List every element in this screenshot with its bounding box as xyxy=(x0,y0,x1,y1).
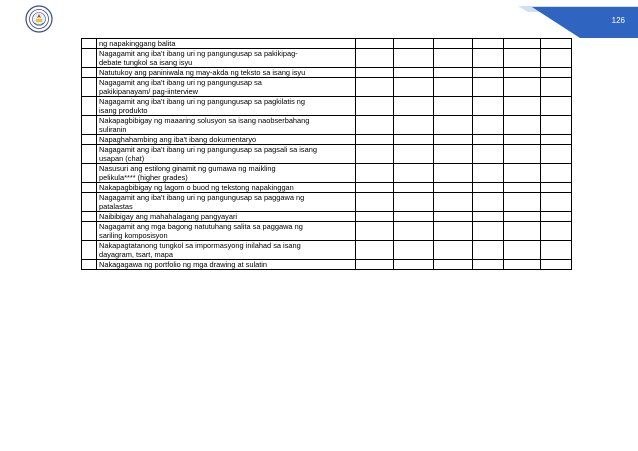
checkbox-cell[interactable] xyxy=(473,39,504,49)
checkbox-cell[interactable] xyxy=(504,68,541,78)
checkbox-cell[interactable] xyxy=(356,78,394,97)
checkbox-cell[interactable] xyxy=(356,241,394,260)
competency-table xyxy=(81,38,572,270)
table-row xyxy=(82,164,572,183)
checkbox-cell[interactable] xyxy=(356,49,394,68)
competency-text: Nagagamit ang iba't ibang uri ng pangungusap sa pakikipanayam/ pag-iinterview xyxy=(97,78,356,97)
row-number-cell xyxy=(82,39,97,49)
checkbox-cell[interactable] xyxy=(473,135,504,145)
checkbox-cell[interactable] xyxy=(356,97,394,116)
checkbox-cell[interactable] xyxy=(356,260,394,270)
checkbox-cell[interactable] xyxy=(473,183,504,193)
checkbox-cell[interactable] xyxy=(504,39,541,49)
checkbox-cell[interactable] xyxy=(434,241,473,260)
table-row xyxy=(82,260,572,270)
checkbox-cell[interactable] xyxy=(504,222,541,241)
table-row xyxy=(82,116,572,135)
checkbox-cell[interactable] xyxy=(541,78,572,97)
checkbox-cell[interactable] xyxy=(473,116,504,135)
checkbox-cell[interactable] xyxy=(504,183,541,193)
checkbox-cell[interactable] xyxy=(434,97,473,116)
row-number-cell xyxy=(82,222,97,241)
competency-text: Nakapagbibigay ng lagom o buod ng tekstong napakinggan xyxy=(97,183,356,193)
competency-text: Nagagamit ang iba't ibang uri ng pangungusap sa pakikipag- debate tungkol sa isang isyu xyxy=(97,49,356,68)
checkbox-cell[interactable] xyxy=(394,222,434,241)
checkbox-cell[interactable] xyxy=(434,193,473,212)
checkbox-cell[interactable] xyxy=(394,49,434,68)
checkbox-cell[interactable] xyxy=(541,212,572,222)
checkbox-cell[interactable] xyxy=(394,78,434,97)
checkbox-cell[interactable] xyxy=(394,183,434,193)
checkbox-cell[interactable] xyxy=(541,183,572,193)
page-number: 126 xyxy=(611,16,625,25)
checkbox-cell[interactable] xyxy=(394,212,434,222)
competency-text: ng napakinggang balita xyxy=(97,39,356,49)
checkbox-cell[interactable] xyxy=(356,116,394,135)
checkbox-cell[interactable] xyxy=(394,97,434,116)
row-number-cell xyxy=(82,49,97,68)
checkbox-cell[interactable] xyxy=(541,135,572,145)
table-row xyxy=(82,97,572,116)
checkbox-cell[interactable] xyxy=(394,116,434,135)
checkbox-cell[interactable] xyxy=(541,222,572,241)
checkbox-cell[interactable] xyxy=(541,241,572,260)
table-row xyxy=(82,39,572,49)
checkbox-cell[interactable] xyxy=(473,222,504,241)
competency-text: Naibibigay ang mahahalagang pangyayari xyxy=(97,212,356,222)
competency-text: Nagagamit ang iba't ibang uri ng pangungusap sa pagsali sa isang usapan (chat) xyxy=(97,145,356,164)
row-number-cell xyxy=(82,116,97,135)
checkbox-cell[interactable] xyxy=(473,145,504,164)
table-row xyxy=(82,183,572,193)
row-number-cell xyxy=(82,135,97,145)
row-number-cell xyxy=(82,97,97,116)
checkbox-cell[interactable] xyxy=(434,212,473,222)
checkbox-cell[interactable] xyxy=(473,212,504,222)
checkbox-cell[interactable] xyxy=(473,78,504,97)
checkbox-cell[interactable] xyxy=(504,49,541,68)
checkbox-cell[interactable] xyxy=(434,164,473,183)
checkbox-cell[interactable] xyxy=(356,164,394,183)
table-row xyxy=(82,212,572,222)
checkbox-cell[interactable] xyxy=(356,68,394,78)
competency-text: Nagagamit ang iba't ibang uri ng pangungusap sa pagkilatis ng isang produkto xyxy=(97,97,356,116)
checkbox-cell[interactable] xyxy=(504,164,541,183)
checkbox-cell[interactable] xyxy=(504,135,541,145)
table-row xyxy=(82,68,572,78)
table-row xyxy=(82,222,572,241)
competency-text: Napaghahambing ang iba't ibang dokumentaryo xyxy=(97,135,356,145)
checkbox-cell[interactable] xyxy=(541,164,572,183)
competency-text: Nakagagawa ng portfolio ng mga drawing at sulatin xyxy=(97,260,356,270)
checkbox-cell[interactable] xyxy=(541,193,572,212)
competency-text: Nakapagtatanong tungkol sa impormasyong inilahad sa isang dayagram, tsart, mapa xyxy=(97,241,356,260)
checkbox-cell[interactable] xyxy=(434,78,473,97)
row-number-cell xyxy=(82,145,97,164)
competency-text: Nagagamit ang iba't ibang uri ng pangungusap sa paggawa ng patalastas xyxy=(97,193,356,212)
checkbox-cell[interactable] xyxy=(541,97,572,116)
competency-text: Nagagamit ang mga bagong natutuhang salita sa paggawa ng sariling komposisyon xyxy=(97,222,356,241)
table-row xyxy=(82,49,572,68)
row-number-cell xyxy=(82,68,97,78)
checkbox-cell[interactable] xyxy=(473,97,504,116)
checkbox-cell[interactable] xyxy=(356,135,394,145)
competency-text: Nakapagbibigay ng maaaring solusyon sa isang naobserbahang suliranin xyxy=(97,116,356,135)
checkbox-cell[interactable] xyxy=(434,49,473,68)
checkbox-cell[interactable] xyxy=(434,145,473,164)
checkbox-cell[interactable] xyxy=(473,241,504,260)
checkbox-cell[interactable] xyxy=(504,241,541,260)
checkbox-cell[interactable] xyxy=(541,68,572,78)
checkbox-cell[interactable] xyxy=(504,212,541,222)
row-number-cell xyxy=(82,241,97,260)
table-row xyxy=(82,193,572,212)
row-number-cell xyxy=(82,193,97,212)
checkbox-cell[interactable] xyxy=(504,116,541,135)
checkbox-cell[interactable] xyxy=(434,68,473,78)
checkbox-cell[interactable] xyxy=(504,97,541,116)
checkbox-cell[interactable] xyxy=(356,193,394,212)
checkbox-cell[interactable] xyxy=(504,260,541,270)
checkbox-cell[interactable] xyxy=(356,39,394,49)
checkbox-cell[interactable] xyxy=(473,193,504,212)
row-number-cell xyxy=(82,212,97,222)
deped-seal-icon xyxy=(25,5,53,33)
checkbox-cell[interactable] xyxy=(394,260,434,270)
competency-text: Nasusuri ang estilong ginamit ng gumawa ng maikling pelikula**** (higher grades) xyxy=(97,164,356,183)
checkbox-cell[interactable] xyxy=(394,193,434,212)
checkbox-cell[interactable] xyxy=(394,145,434,164)
row-number-cell xyxy=(82,183,97,193)
checkbox-cell[interactable] xyxy=(504,78,541,97)
checkbox-cell[interactable] xyxy=(504,145,541,164)
checkbox-cell[interactable] xyxy=(356,145,394,164)
checkbox-cell[interactable] xyxy=(541,39,572,49)
table-row xyxy=(82,135,572,145)
checkbox-cell[interactable] xyxy=(394,164,434,183)
checkbox-cell[interactable] xyxy=(504,193,541,212)
checkbox-cell[interactable] xyxy=(394,39,434,49)
checkbox-cell[interactable] xyxy=(541,260,572,270)
table-row xyxy=(82,241,572,260)
competency-text: Natutukoy ang paniniwala ng may-akda ng teksto sa isang isyu xyxy=(97,68,356,78)
checkbox-cell[interactable] xyxy=(541,145,572,164)
checkbox-cell[interactable] xyxy=(394,68,434,78)
table-row xyxy=(82,78,572,97)
checkbox-cell[interactable] xyxy=(473,260,504,270)
checkbox-cell[interactable] xyxy=(434,183,473,193)
checkbox-cell[interactable] xyxy=(473,164,504,183)
checkbox-cell[interactable] xyxy=(473,68,504,78)
checkbox-cell[interactable] xyxy=(434,135,473,145)
checkbox-cell[interactable] xyxy=(356,222,394,241)
checkbox-cell[interactable] xyxy=(394,135,434,145)
checkbox-cell[interactable] xyxy=(473,49,504,68)
checkbox-cell[interactable] xyxy=(356,212,394,222)
checkbox-cell[interactable] xyxy=(434,222,473,241)
checkbox-cell[interactable] xyxy=(394,241,434,260)
checkbox-cell[interactable] xyxy=(434,260,473,270)
checkbox-cell[interactable] xyxy=(541,116,572,135)
checkbox-cell[interactable] xyxy=(434,39,473,49)
checkbox-cell[interactable] xyxy=(356,183,394,193)
table-row xyxy=(82,145,572,164)
checkbox-cell[interactable] xyxy=(541,49,572,68)
row-number-cell xyxy=(82,260,97,270)
row-number-cell xyxy=(82,164,97,183)
checkbox-cell[interactable] xyxy=(434,116,473,135)
row-number-cell xyxy=(82,78,97,97)
